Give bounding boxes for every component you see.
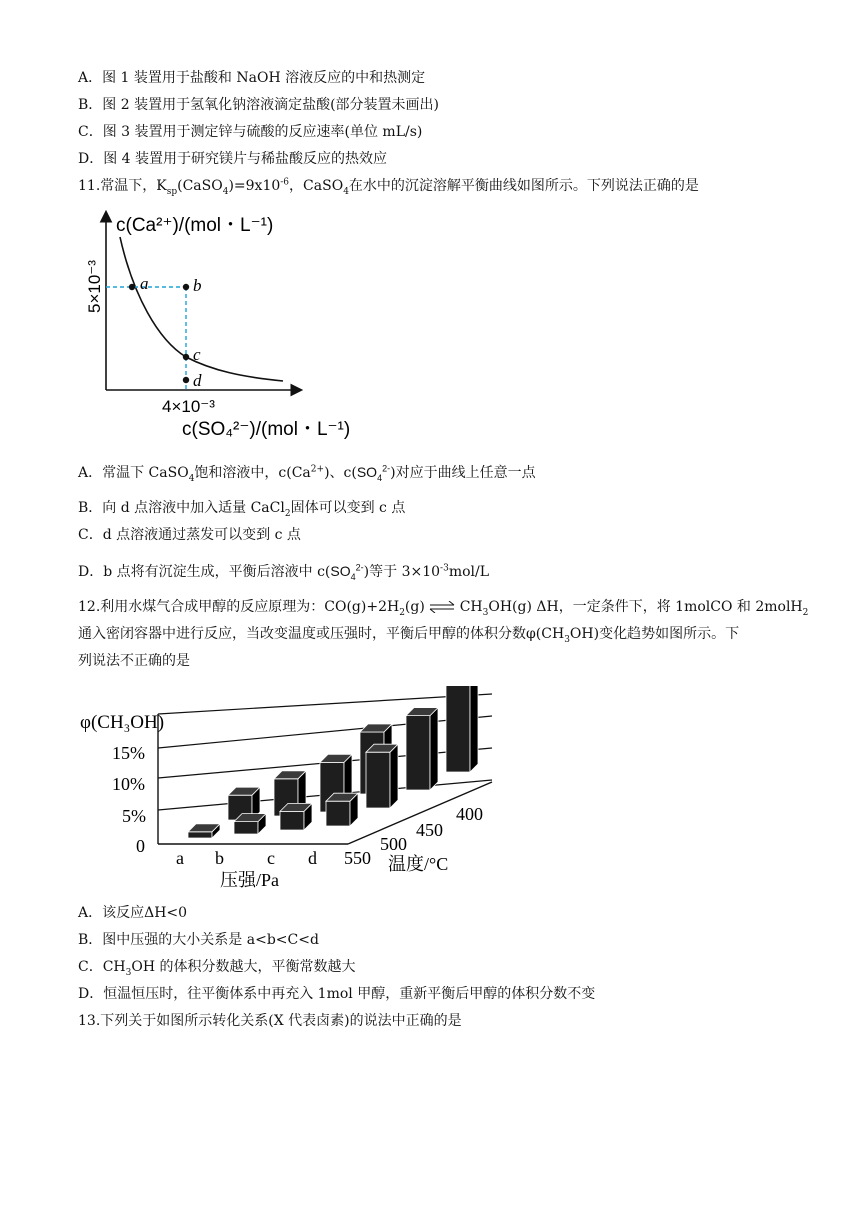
gridline-15 (158, 716, 492, 748)
q10-option-d: D．图 4 装置用于研究镁片与稀盐酸反应的热效应 (78, 151, 388, 167)
label-d: d (193, 371, 202, 390)
q12-option-d: D．恒温恒压时，往平衡体系中再充入 1mol 甲醇，重新平衡后甲醇的体积分数不变 (78, 986, 596, 1002)
y-tick-15: 15% (112, 743, 145, 763)
y-tick-0: 0 (136, 836, 145, 856)
point-b (183, 284, 189, 290)
x-axis-label: c(SO₄²⁻)/(mol・L⁻¹) (182, 419, 351, 440)
q12-stem-line-3: 列说法不正确的是 (78, 653, 190, 669)
q11-solubility-curve-figure (78, 205, 368, 445)
q10-option-b: B．图 2 装置用于氢氧化钠溶液滴定盐酸(部分装置未画出) (78, 97, 440, 113)
point-a (129, 284, 135, 290)
equilibrium-arrow-icon (429, 601, 455, 613)
temp-400: 400 (456, 804, 483, 824)
x-tick-label: 4×10⁻³ (162, 397, 215, 416)
q11-option-d: D．b 点将有沉淀生成，平衡后溶液中 $c(SO_4^{2-})$等于 $3\times 10^{-3}mol/L$ (78, 562, 490, 582)
pressure-a: a (176, 848, 184, 868)
q12-option-b: B．图中压强的大小关系是 a<b<C<d (78, 932, 319, 948)
q13-stem: 13.下列关于如图所示转化关系(X 代表卤素)的说法中正确的是 (78, 1013, 462, 1029)
pressure-c: c (267, 848, 275, 868)
y-tick-10: 10% (112, 774, 145, 794)
temp-500: 500 (380, 834, 407, 854)
pressure-b: b (215, 848, 224, 868)
bar-d-500 (366, 744, 398, 808)
solubility-curve (120, 237, 283, 381)
q10-option-a: A．图 1 装置用于盐酸和 NaOH 溶液反应的中和热测定 (78, 70, 426, 86)
y-tick-label: 5×10⁻³ (85, 260, 104, 313)
label-b: b (193, 276, 202, 295)
pressure-axis-label: 压强/Pa (220, 870, 280, 890)
y-tick-5: 5% (122, 806, 146, 826)
temp-450: 450 (416, 820, 443, 840)
q12-stem-line-2: 通入密闭容器中进行反应，当改变温度或压强时，平衡后甲醇的体积分数$\varphi(CH_3OH)$变化趋势如图所示。下 (78, 626, 740, 645)
y-axis-label: φ(CH₃OH) (80, 712, 165, 733)
bar-b-550 (234, 814, 266, 834)
pressure-d: d (308, 848, 317, 868)
q12-stem-line-1: 12.利用水煤气合成甲醇的反应原理为：$CO(g)+2H_2(g)$ $CH_3OH(g)$ ΔH，一定条件下，将 1molCO 和 2molH$_2$ (78, 599, 809, 618)
q10-option-c: C．图 3 装置用于测定锌与硫酸的反应速率(单位 mL/s) (78, 124, 423, 140)
y-axis-label: c(Ca²⁺)/(mol・L⁻¹) (116, 215, 274, 236)
q11-option-a: A．常温下 CaSO$_4$饱和溶液中，$c(Ca^{2+})$、$c(SO_4^{2-})$对应于曲线上任意一点 (78, 463, 536, 484)
bar-d-550 (326, 793, 358, 826)
point-d (183, 377, 189, 383)
point-c (183, 354, 189, 360)
bar-a-550 (188, 824, 220, 838)
temp-550: 550 (344, 848, 371, 868)
label-c: c (193, 345, 201, 364)
q11-stem: 11.常温下，$K_{sp}(CaSO_4)=9x10^{-6}$，CaSO$_4$在水中的沉淀溶解平衡曲线如图所示。下列说法正确的是 (78, 177, 699, 197)
q12-methanol-fraction-3d-chart (78, 686, 498, 896)
q11-option-b: B．向 d 点溶液中加入适量 CaCl$_2$固体可以变到 c 点 (78, 500, 406, 519)
temp-axis-label: 温度/°C (388, 854, 449, 874)
bar-d-400 (446, 686, 478, 772)
q12-option-a: A．该反应ΔH<0 (78, 905, 188, 921)
bar-d-450 (406, 708, 438, 790)
top-edge (158, 694, 492, 714)
bars-group (188, 686, 478, 838)
q11-option-c: C．d 点溶液通过蒸发可以变到 c 点 (78, 527, 301, 543)
q12-option-c: C．$CH_3OH$ 的体积分数越大，平衡常数越大 (78, 959, 356, 978)
label-a: a (140, 274, 149, 293)
bar-c-550 (280, 803, 312, 830)
